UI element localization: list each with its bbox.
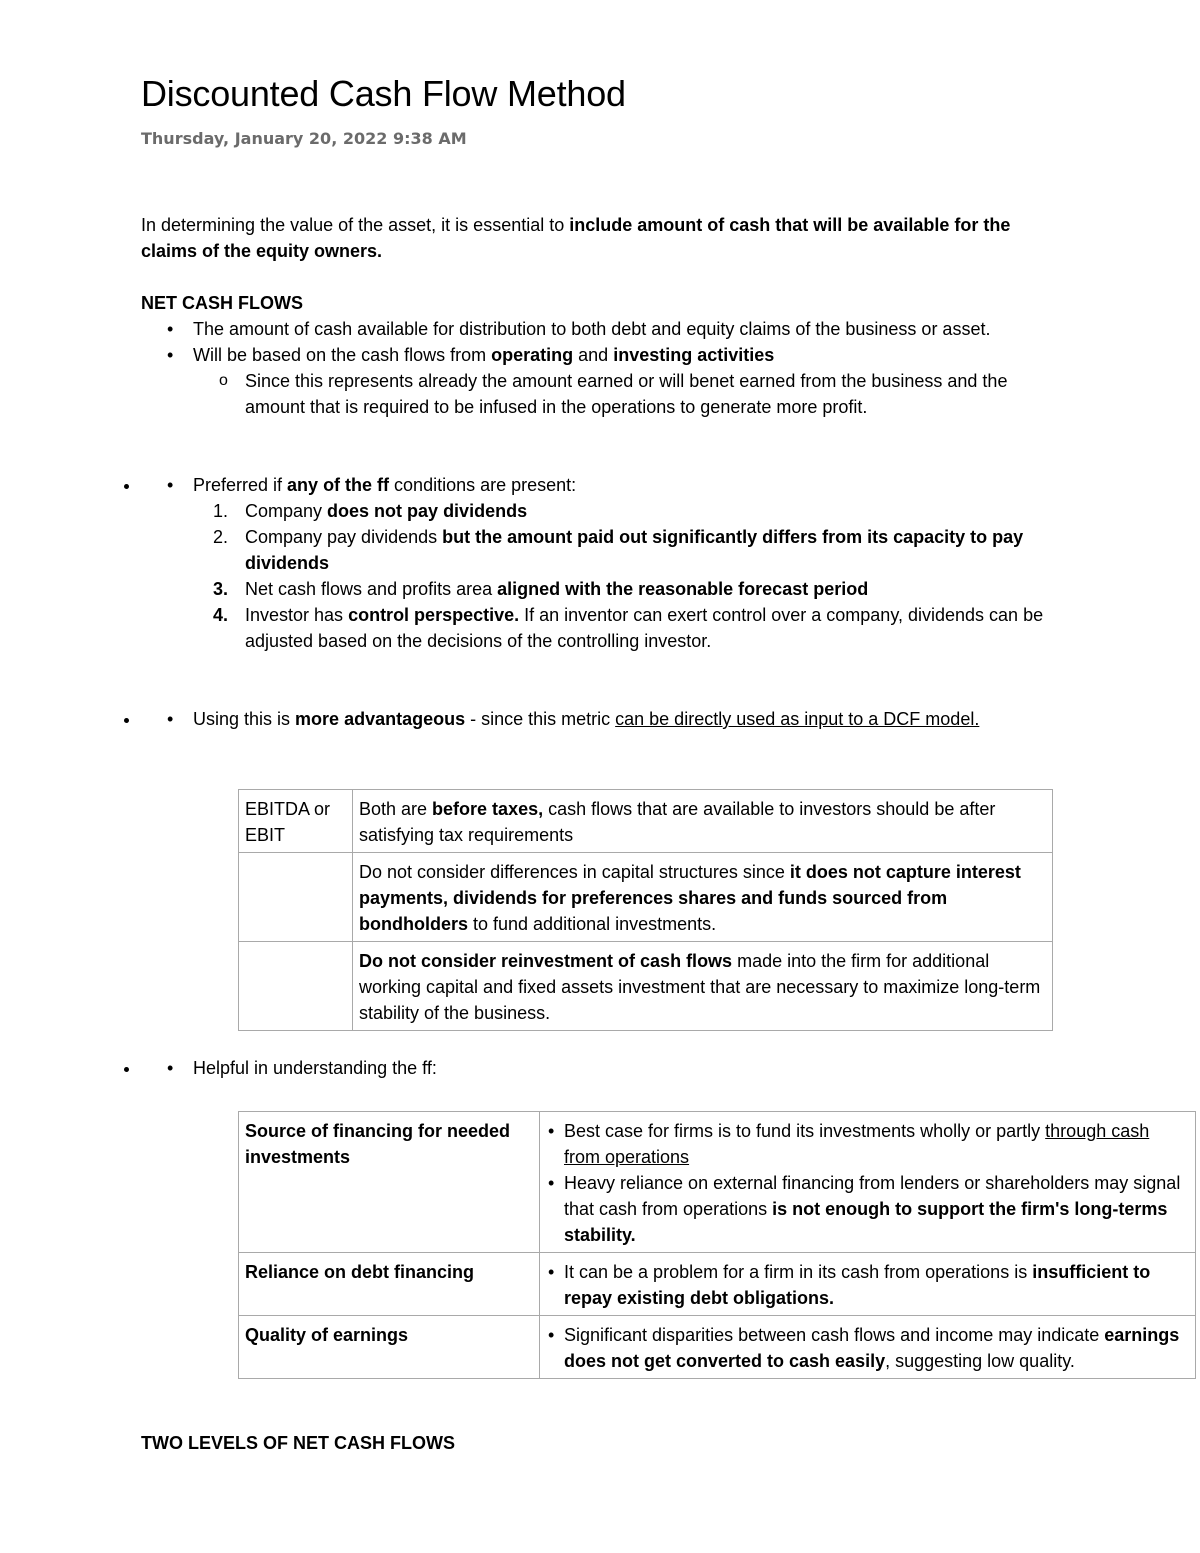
conditions-block	[141, 472, 1051, 654]
cell-underline: through cash from operations	[564, 1121, 1150, 1167]
table-row	[239, 790, 1053, 853]
cell-text: Both are	[359, 799, 433, 819]
sub-list-item	[141, 368, 1051, 420]
table-cell: Source of financing for needed investments	[239, 1112, 540, 1253]
cell-bold: insufficient to repay existing debt obligations.	[564, 1262, 1151, 1308]
cell-bullet	[546, 1118, 1189, 1170]
table-cell	[540, 1316, 1196, 1379]
condition-bold: control perspective.	[348, 605, 520, 625]
cell-text: made into the firm for additional working capital and fixed assets investment that are necessary to maximize long-term stability of the business.	[359, 951, 1041, 1023]
condition-number: 2.	[213, 527, 229, 547]
bullet-text: Will be based on the cash flows from	[193, 345, 492, 365]
advantage-block	[141, 706, 1051, 732]
table-cell	[353, 942, 1053, 1031]
analysis-table	[238, 1111, 1196, 1379]
condition-item	[141, 524, 1051, 576]
table-cell	[540, 1253, 1196, 1316]
cell-text: Do not consider differences in capital structures since	[359, 862, 790, 882]
cell-text: to fund additional investments.	[468, 914, 717, 934]
table-cell	[239, 853, 353, 942]
cell-bold: before taxes,	[432, 799, 544, 819]
bullet-text: Helpful in understanding the ff:	[193, 1058, 437, 1078]
bullet-text: conditions are present:	[389, 475, 577, 495]
condition-text: If an inventor can exert control over a company, dividends can be adjusted based on the decisions of the controlling investor.	[245, 605, 1044, 651]
condition-text: Company	[245, 501, 328, 521]
cell-bullet	[546, 1170, 1189, 1248]
table-cell	[353, 790, 1053, 853]
cell-bullet	[546, 1259, 1189, 1311]
ebitda-table	[238, 789, 1053, 1031]
page-datetime	[141, 126, 1181, 152]
list-item	[141, 706, 1051, 732]
cell-text: It can be a problem for a firm in its cash from operations is	[564, 1262, 1033, 1282]
helpful-block	[141, 1055, 1051, 1081]
cell-bold: earnings does not get converted to cash easily	[564, 1325, 1180, 1371]
sub-list	[141, 368, 1051, 420]
advantage-list	[141, 706, 1051, 732]
bullet-underline: can be directly used as input to a DCF model.	[615, 709, 980, 729]
condition-text: Investor has	[245, 605, 349, 625]
cell-bold: is not enough to support the firm's long-terms stability.	[564, 1199, 1168, 1245]
conditions-list	[141, 498, 1051, 654]
bullet-text: Preferred if	[193, 475, 288, 495]
bullet-text: - since this metric	[465, 709, 616, 729]
table-cell: EBITDA or EBIT	[239, 790, 353, 853]
table-cell	[540, 1112, 1196, 1253]
bullet-text: Using this is	[193, 709, 296, 729]
cell-bold: it does not capture interest payments, dividends for preferences shares and funds sourced from bondholders	[359, 862, 1021, 934]
note-page	[141, 72, 1181, 1453]
table-row	[239, 1316, 1196, 1379]
condition-bold: aligned with the reasonable forecast period	[497, 579, 869, 599]
cell-text: Best case for firms is to fund its investments wholly or partly	[564, 1121, 1046, 1141]
table-cell	[353, 853, 1053, 942]
net-cash-flows-heading: NET CASH FLOWS	[141, 293, 303, 313]
table-row	[239, 1112, 1196, 1253]
table-cell: Reliance on debt financing	[239, 1253, 540, 1316]
table-row	[239, 1253, 1196, 1316]
cell-bold: Do not consider reinvestment of cash flows	[359, 951, 733, 971]
condition-bold: does not pay dividends	[327, 501, 528, 521]
condition-number: 3.	[213, 579, 229, 599]
list-item	[141, 342, 1041, 368]
page-title: Discounted Cash Flow Method	[141, 73, 626, 114]
page-time: 9:38 AM	[393, 129, 467, 148]
cell-text: cash flows that are available to investors should be after satisfying tax requirements	[359, 799, 996, 845]
list-item	[141, 1055, 1051, 1081]
bullet-bold: more advantageous	[295, 709, 466, 729]
cell-text: Heavy reliance on external financing from lenders or shareholders may signal that cash from operations	[564, 1173, 1181, 1219]
condition-item	[141, 602, 1051, 654]
bullet-text: and	[573, 345, 614, 365]
condition-item	[141, 498, 1051, 524]
condition-text: Company pay dividends	[245, 527, 443, 547]
preferred-list	[141, 472, 1051, 498]
condition-number: 4.	[213, 605, 229, 625]
condition-bold: but the amount paid out significantly differs from its capacity to pay dividends	[245, 527, 1024, 573]
net-cash-flows-list	[141, 316, 1041, 368]
cell-text: Significant disparities between cash flows and income may indicate	[564, 1325, 1105, 1345]
cell-text: , suggesting low quality.	[885, 1351, 1075, 1371]
condition-text: Net cash flows and profits area	[245, 579, 498, 599]
sub-bullet-text: Since this represents already the amount earned or will benet earned from the business and the amount that is required to be infused in the operations to generate more profit.	[245, 371, 1008, 417]
bullet-bold: operating	[491, 345, 574, 365]
condition-number: 1.	[213, 501, 229, 521]
list-item	[141, 316, 1041, 342]
condition-item	[141, 576, 1051, 602]
intro-bold: include amount of cash that will be available for the claims of the equity owners.	[141, 215, 1011, 261]
cell-bullet	[546, 1322, 1189, 1374]
intro-text: In determining the value of the asset, it is essential to	[141, 215, 570, 235]
table-cell	[239, 942, 353, 1031]
table-cell: Quality of earnings	[239, 1316, 540, 1379]
table-row	[239, 853, 1053, 942]
two-levels-heading: TWO LEVELS OF NET CASH FLOWS	[141, 1433, 455, 1453]
bullet-text: The amount of cash available for distribution to both debt and equity claims of the business or asset.	[193, 319, 991, 339]
helpful-list	[141, 1055, 1051, 1081]
bullet-bold: investing activities	[613, 345, 775, 365]
bullet-bold: any of the ff	[287, 475, 390, 495]
table-row	[239, 942, 1053, 1031]
page-date: Thursday, January 20, 2022	[141, 129, 388, 148]
list-item	[141, 472, 1051, 498]
intro-paragraph	[141, 212, 1041, 264]
